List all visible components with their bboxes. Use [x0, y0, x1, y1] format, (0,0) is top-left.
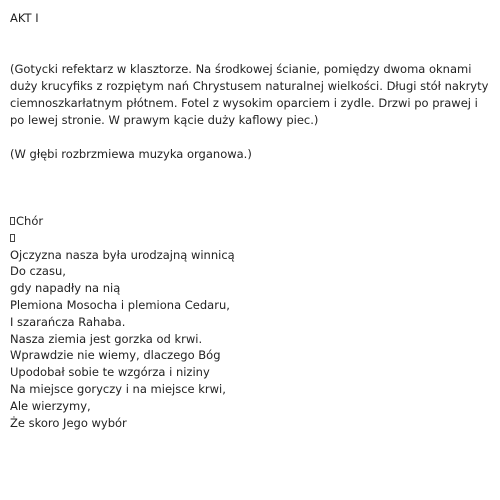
missing-glyph-icon — [10, 234, 15, 242]
verse-line: I szarańcza Rahaba. — [10, 314, 126, 329]
verse-line: Upodobał sobie te wzgórza i niziny — [10, 365, 210, 380]
stage-direction: (Gotycki refektarz w klasztorze. Na środkowej ścianie, pomiędzy dwoma oknami duży krucyfiks z rozpiętym nań Chrystusem naturalnej wielkości. Długi stół nakryty ciemnoszkarłatnym płótnem. Fotel z wysokim oparciem i zydle. Drzwi po prawej i po lewej stronie. W prawym kącie duży kaflowy piec.) — [10, 62, 489, 127]
speaker-name: Chór — [16, 214, 44, 228]
blank-line — [10, 230, 490, 247]
verse-line: Ojczyzna nasza była urodzajną winnicą — [10, 247, 235, 262]
speaker-line — [10, 213, 490, 230]
stage-direction: (W głębi rozbrzmiewa muzyka organowa.) — [10, 147, 252, 161]
verse-line: Na miejsce goryczy i na miejsce krwi, — [10, 381, 226, 396]
document-page — [10, 10, 490, 431]
verse-line: Nasza ziemia jest gorzka od krwi. — [10, 331, 203, 346]
verse-line: Plemiona Mosocha i plemiona Cedaru, — [10, 297, 230, 312]
verse-line: Że skoro Jego wybór — [10, 415, 127, 430]
verse-line: gdy napadły na nią — [10, 281, 121, 296]
verse-line: Do czasu, — [10, 264, 66, 279]
verse-line: Wprawdzie nie wiemy, dlaczego Bóg — [10, 348, 221, 363]
act-title: AKT I — [10, 11, 39, 25]
chorus-block — [10, 213, 490, 431]
verse-line: Ale wierzymy, — [10, 398, 91, 413]
missing-glyph-icon — [10, 217, 15, 225]
